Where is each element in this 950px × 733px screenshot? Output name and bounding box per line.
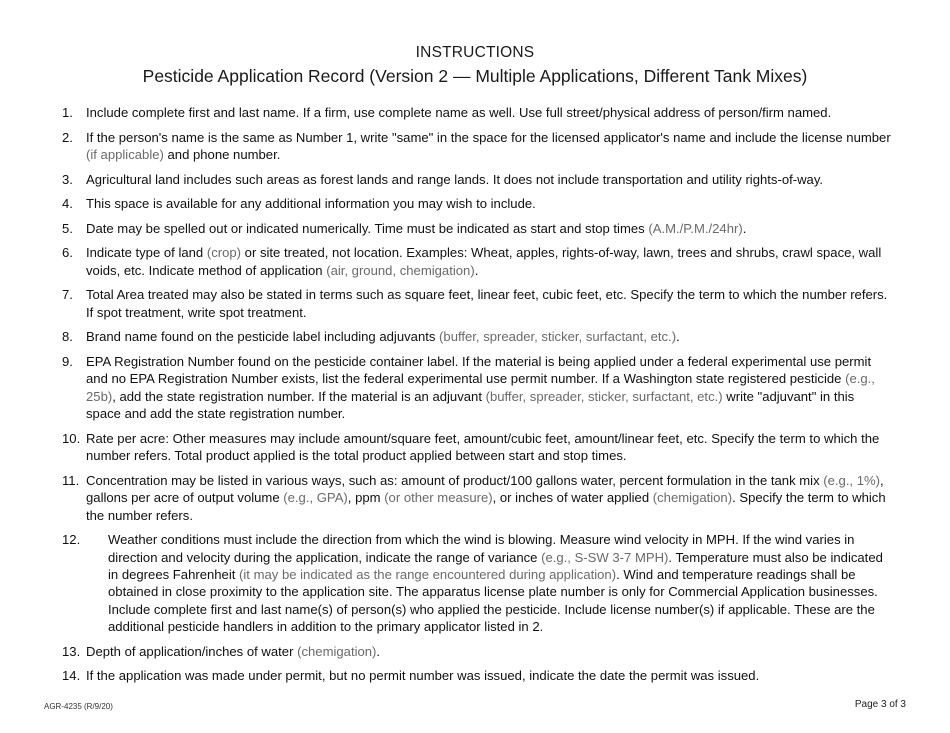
item-text xyxy=(86,667,892,684)
text-segment: . Wind and temperature readings shall be obtained in close proximity to the application site. The apparatus license plate number is only for Commercial Application businesses. Include complete first and last name(s) of person(s) who applied the pesticide. Include license number(s) if applicable. These are the additional pesticide handlers in addition to the primary applicator listed in 2. xyxy=(108,567,878,635)
instructions-list xyxy=(62,104,892,692)
item-text xyxy=(86,286,892,321)
item-text xyxy=(86,244,892,279)
text-segment: , ppm xyxy=(347,490,385,506)
text-segment: Include complete first and last name. If a firm, use complete name as well. Use full street/physical address of person/firm named. xyxy=(86,105,832,120)
text-segment: , gallons per acre of output volume xyxy=(86,472,884,506)
text-segment: , add the state registration number. If the material is an adjuvant xyxy=(112,388,486,404)
list-item xyxy=(62,472,892,524)
text-segment: Depth of application/inches of water xyxy=(86,643,298,659)
text-segment: . xyxy=(676,329,680,345)
parenthetical-note: (chemigation) xyxy=(652,490,733,506)
list-item xyxy=(62,129,892,164)
item-number: 2. xyxy=(62,129,73,145)
parenthetical-note: (e.g., GPA) xyxy=(283,490,348,506)
text-segment: write "adjuvant" in this space and add the state registration number. xyxy=(86,388,855,422)
item-number: 3. xyxy=(62,171,73,187)
item-number: 9. xyxy=(62,353,73,369)
text-segment: . xyxy=(742,220,747,236)
item-number: 13. xyxy=(62,643,81,659)
parenthetical-note: (buffer, spreader, sticker, surfactant, etc.) xyxy=(439,329,677,345)
item-number: 11. xyxy=(62,472,80,488)
item-number: 12. xyxy=(62,532,81,548)
text-segment: If the person's name is the same as Number 1, write "same" in the space for the licensed applicator's name and include the license number xyxy=(86,129,891,145)
parenthetical-note: (e.g., 25b) xyxy=(86,371,875,404)
list-item xyxy=(62,328,892,345)
item-number: 7. xyxy=(62,287,73,303)
text-segment: . Temperature must also be indicated in degrees Fahrenheit xyxy=(108,549,883,582)
text-segment: Date may be spelled out or indicated numerically. Time must be indicated as start and stop times xyxy=(86,220,649,236)
item-text xyxy=(86,104,892,121)
text-segment: or site treated, not location. Examples: Wheat, apples, rights-of-way, lawn, trees and shrubs, crawl space, wall voids, etc. Indicate method of application xyxy=(86,245,882,278)
list-item xyxy=(62,531,892,635)
instructions-heading: INSTRUCTIONS xyxy=(415,44,535,61)
text-segment: Weather conditions must include the direction from which the wind is blowing. Measure wind velocity in MPH. If the wind varies in direction and velocity during the application, indicate the range of variance xyxy=(108,532,855,565)
list-item xyxy=(62,195,892,212)
text-segment: Total Area treated may also be stated in terms such as square feet, linear feet, cubic feet, etc. Specify the term to which the number refers. If spot treatment, write spot treatment. xyxy=(86,287,888,320)
item-text xyxy=(86,328,892,345)
parenthetical-note: (e.g., S-SW 3-7 MPH) xyxy=(541,549,669,565)
text-segment: , or inches of water applied xyxy=(492,490,653,506)
parenthetical-note: (buffer, spreader, sticker, surfactant, etc.) xyxy=(485,388,723,404)
form-id: AGR-4235 (R/9/20) xyxy=(44,702,113,711)
item-text xyxy=(108,531,892,635)
text-segment: EPA Registration Number found on the pesticide container label. If the material is being applied under a federal experimental use permit and no EPA Registration Number exists, list the federal experimental use permit number. If a Washington state registered pesticide xyxy=(86,353,872,387)
list-item xyxy=(62,244,892,279)
text-segment: Agricultural land includes such areas as forest lands and range lands. It does not include transportation and utility rights-of-way. xyxy=(86,171,824,187)
parenthetical-note: (if applicable) xyxy=(86,147,164,162)
list-item xyxy=(62,171,892,188)
text-segment: . xyxy=(376,643,381,659)
text-segment: This space is available for any additional information you may wish to include. xyxy=(86,196,536,212)
item-text xyxy=(86,472,892,524)
parenthetical-note: (e.g., 1%) xyxy=(823,472,881,488)
page-number: Page 3 of 3 xyxy=(854,699,906,710)
item-text xyxy=(86,195,892,212)
item-number: 1. xyxy=(62,105,73,120)
list-item xyxy=(62,220,892,237)
item-number: 4. xyxy=(62,196,73,212)
item-text xyxy=(86,171,892,188)
parenthetical-note: (it may be indicated as the range encountered during application) xyxy=(239,567,617,582)
text-segment: If the application was made under permit, but no permit number was issued, indicate the date the permit was issued. xyxy=(86,668,760,684)
item-number: 8. xyxy=(62,329,73,345)
text-segment: Concentration may be listed in various ways, such as: amount of product/100 gallons water, percent formulation in the tank mix xyxy=(86,472,824,488)
item-number: 10. xyxy=(62,430,81,446)
text-segment: Rate per acre: Other measures may include amount/square feet, amount/cubic feet, amount/linear feet, etc. Specify the term to which the number refers. Total product applied is the total product applied between start and stop times. xyxy=(86,430,880,464)
text-segment: . xyxy=(474,262,479,278)
item-number: 6. xyxy=(62,245,73,261)
parenthetical-note: (A.M./P.M./24hr) xyxy=(648,220,743,236)
item-text xyxy=(86,220,892,237)
item-text xyxy=(86,353,892,423)
list-item xyxy=(62,353,892,423)
item-number: 5. xyxy=(62,220,73,236)
text-segment: Brand name found on the pesticide label including adjuvants xyxy=(86,329,440,345)
list-item xyxy=(62,643,892,660)
list-item xyxy=(62,286,892,321)
text-segment: and phone number. xyxy=(163,147,281,162)
parenthetical-note: (air, ground, chemigation) xyxy=(326,262,475,278)
text-segment: . Specify the term to which the number refers. xyxy=(86,490,886,523)
page-title: Pesticide Application Record (Version 2 — Multiple Applications, Different Tank Mixes) xyxy=(142,66,808,86)
item-text xyxy=(86,129,892,164)
parenthetical-note: (chemigation) xyxy=(297,643,377,659)
list-item xyxy=(62,104,892,121)
item-number: 14. xyxy=(62,668,81,684)
item-text xyxy=(86,643,892,660)
parenthetical-note: (crop) xyxy=(206,245,242,261)
text-segment: Indicate type of land xyxy=(86,245,207,261)
item-text xyxy=(86,430,892,465)
list-item xyxy=(62,667,892,684)
parenthetical-note: (or other measure) xyxy=(384,490,493,506)
list-item xyxy=(62,430,892,465)
